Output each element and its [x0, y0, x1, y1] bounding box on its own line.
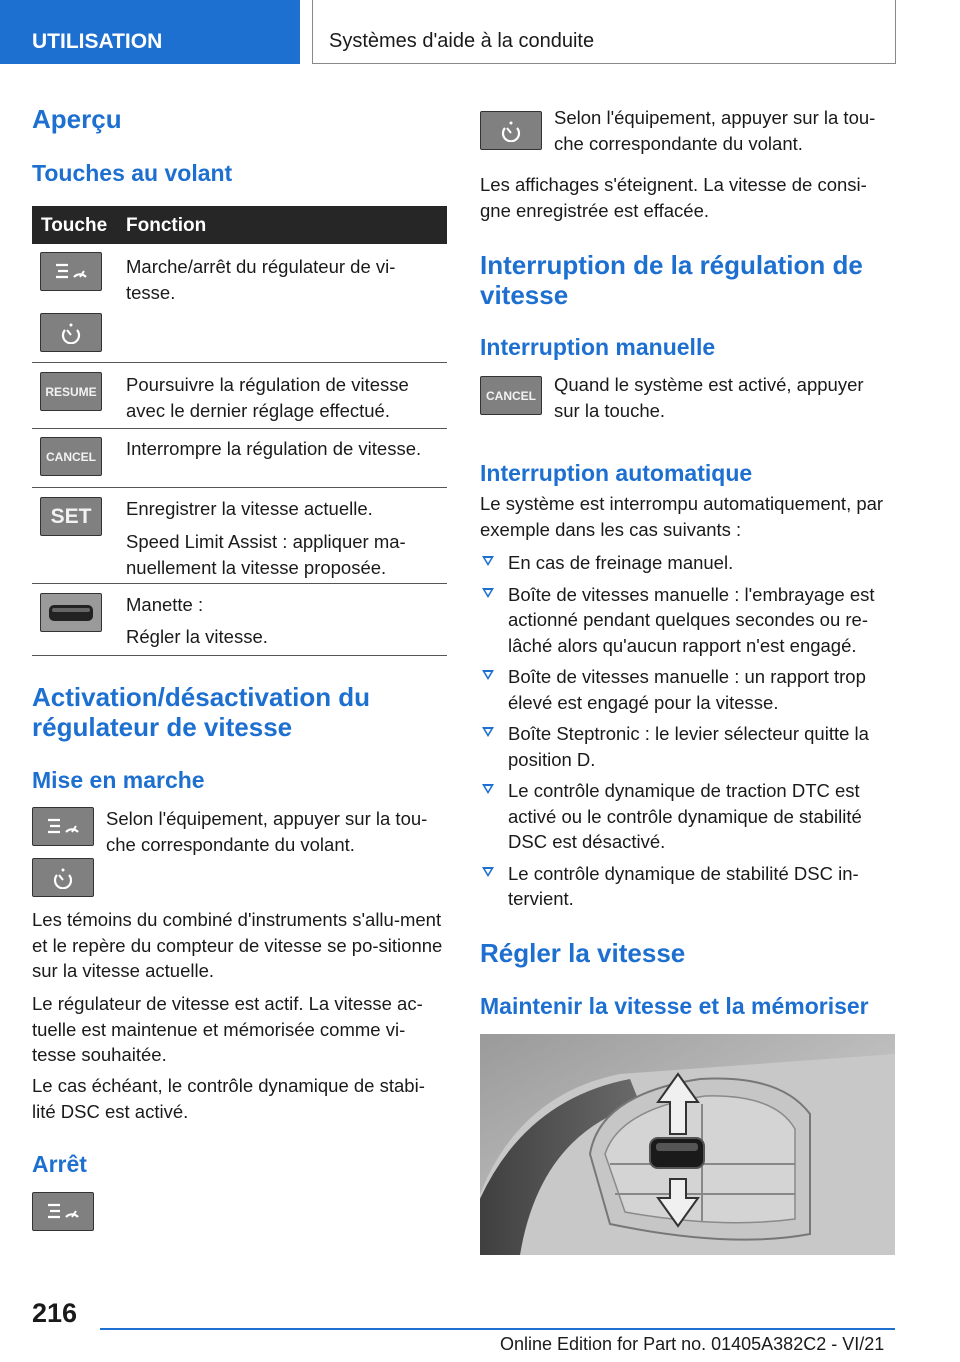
bullet-triangle-icon — [482, 588, 494, 598]
paragraph-3: Le cas échéant, le contrôle dynamique de stabi-lité DSC est activé. — [32, 1075, 425, 1122]
right-top-text: Selon l'équipement, appuyer sur la tou-che correspondante du volant. — [554, 107, 876, 154]
cruise-onoff-icon — [40, 252, 102, 291]
table-cell-function: Interrompre la régulation de vitesse. — [126, 438, 422, 459]
heading-arret: Arrêt — [32, 1151, 87, 1177]
bullet-triangle-icon — [482, 670, 494, 680]
cruise-resume-icon — [32, 858, 94, 897]
table-header-touche: Touche — [41, 215, 108, 236]
bullet-list — [480, 550, 894, 918]
edition-text: Online Edition for Part no. 01405A382C2 - VI/21 — [500, 1334, 885, 1354]
resume-icon-label: RESUME — [45, 384, 97, 399]
resume-button-icon — [40, 372, 102, 411]
set-icon-label: SET — [50, 504, 92, 528]
table-header — [32, 206, 447, 244]
paragraph-2: Le régulateur de vitesse est actif. La vitesse ac-tuelle est maintenue et mémorisée comme vi-tesse souhaitée. — [32, 993, 423, 1065]
table-header-fonction: Fonction — [126, 215, 207, 236]
list-item: Boîte de vitesses manuelle : un rapport trop élevé est engagé pour la vitesse. — [480, 664, 894, 715]
cancel-icon-label: CANCEL — [486, 388, 536, 403]
section-heading-touches: Touches au volant — [32, 160, 233, 186]
table-cell-function: Marche/arrêt du régulateur de vi-tesse. — [126, 256, 396, 303]
table-cell-function: Speed Limit Assist : appliquer ma-nuellement la vitesse proposée. — [126, 531, 406, 578]
heading-activation: Activation/désactivation du régulateur de vitesse — [32, 682, 371, 742]
table-cell-function: Poursuivre la régulation de vitesse avec le dernier réglage effectué. — [126, 374, 409, 421]
table-cell-function: Enregistrer la vitesse actuelle. — [126, 498, 373, 519]
list-item: En cas de freinage manuel. — [480, 550, 894, 576]
table-divider — [32, 428, 447, 429]
table-cell-function: Manette : — [126, 594, 204, 615]
cancel-button-icon — [480, 376, 542, 415]
section-tab: UTILISATION — [0, 0, 300, 64]
bullet-triangle-icon — [482, 727, 494, 737]
heading-interruption-manuelle: Interruption manuelle — [480, 334, 716, 360]
cruise-onoff-icon — [32, 807, 94, 846]
list-item: Boîte Steptronic : le levier sélecteur quitte la position D. — [480, 721, 894, 772]
list-item: Le contrôle dynamique de stabilité DSC in-tervient. — [480, 861, 894, 912]
heading-interruption: Interruption de la régulation de vitesse — [480, 250, 863, 310]
heading-maintenir: Maintenir la vitesse et la mémoriser — [480, 993, 869, 1019]
right-top-para: Les affichages s'éteignent. La vitesse de consi-gne enregistrée est effacée. — [480, 174, 867, 221]
footer-divider — [100, 1328, 895, 1330]
rocker-switch-icon — [40, 593, 102, 632]
table-cell-function: Régler la vitesse. — [126, 626, 268, 647]
cruise-onoff-icon — [32, 1192, 94, 1231]
table-divider — [32, 362, 447, 363]
cancel-button-icon — [40, 437, 102, 476]
heading-interruption-automatique: Interruption automatique — [480, 460, 753, 486]
manual-text: Quand le système est activé, appuyer sur la touche. — [554, 374, 864, 421]
cancel-icon-label: CANCEL — [46, 449, 96, 464]
auto-text: Le système est interrompu automatiquement, par exemple dans les cas suivants : — [480, 493, 884, 540]
heading-regler: Régler la vitesse — [480, 938, 686, 968]
list-item: Le contrôle dynamique de traction DTC est activé ou le contrôle dynamique de stabilité DSC est désactivé. — [480, 778, 894, 855]
page-title: Aperçu — [32, 104, 122, 134]
page-number: 216 — [32, 1298, 78, 1328]
mise-text: Selon l'équipement, appuyer sur la tou-che correspondante du volant. — [106, 808, 428, 855]
chapter-title: Systèmes d'aide à la conduite — [312, 0, 896, 64]
bullet-triangle-icon — [482, 867, 494, 877]
table-divider — [32, 487, 447, 488]
bullet-triangle-icon — [482, 784, 494, 794]
set-button-icon — [40, 497, 102, 536]
list-item: Boîte de vitesses manuelle : l'embrayage est actionné pendant quelques secondes ou re-lâché alors qu'aucun rapport n'est engagé. — [480, 582, 894, 659]
table-divider — [32, 655, 447, 656]
table-divider — [32, 583, 447, 584]
bullet-triangle-icon — [482, 556, 494, 566]
paragraph-1: Les témoins du combiné d'instruments s'allu-ment et le repère du compteur de vitesse se po-sitionne sur la vitesse actuelle. — [32, 909, 443, 981]
cruise-resume-icon — [480, 111, 542, 150]
steering-wheel-image — [480, 1034, 895, 1255]
heading-mise-en-marche: Mise en marche — [32, 767, 205, 793]
cruise-resume-icon — [40, 313, 102, 352]
